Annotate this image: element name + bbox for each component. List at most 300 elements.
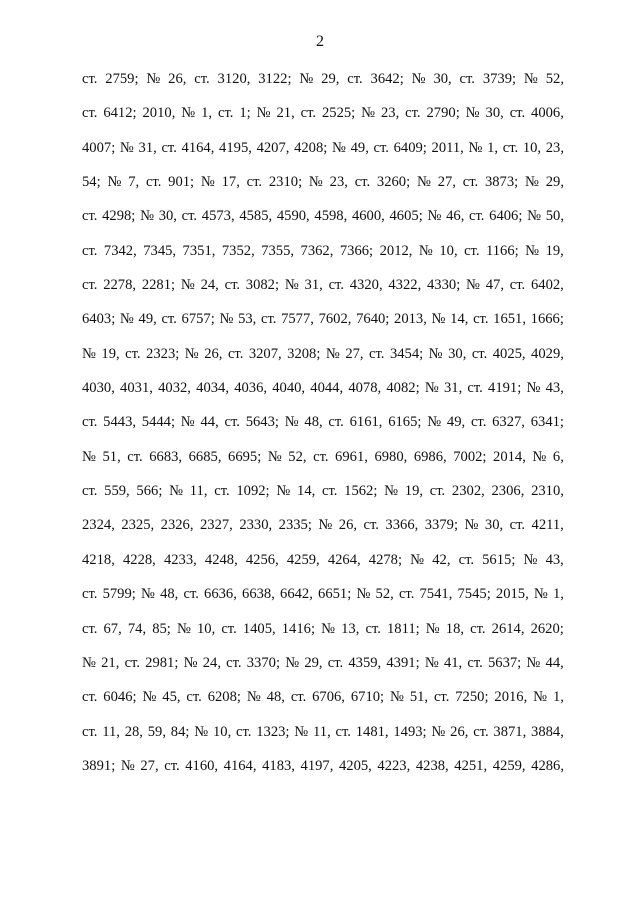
text-word: 6710; (350, 689, 385, 706)
text-word: № (424, 380, 439, 397)
text-word: 4238, (415, 757, 449, 774)
text-word: ст. (328, 414, 344, 431)
text-word: 5443, (103, 414, 137, 431)
text-word: 31, (304, 277, 323, 294)
text-word: 7355, (261, 242, 295, 259)
text-word: 13, (341, 620, 360, 637)
text-word: № (146, 71, 161, 87)
text-word: ст. (246, 174, 263, 191)
text-word: 21, (276, 105, 295, 122)
text-word: 566; (136, 483, 163, 500)
text-word: 29, (321, 71, 340, 87)
text-word: № (82, 448, 96, 465)
text-word: 2016, (494, 689, 528, 706)
text-word: ст. (214, 483, 230, 500)
text-word: № (532, 448, 547, 465)
text-word: 6961, (335, 448, 368, 465)
text-word: ст. (186, 689, 202, 706)
text-word: 11, (102, 723, 120, 740)
text-word: 4040, (272, 380, 306, 397)
text-word: ст. (509, 277, 526, 294)
text-word: ст. (363, 517, 379, 534)
text-word: 4006, (531, 105, 564, 122)
text-word: 46, (446, 208, 465, 225)
text-word: ст. (82, 242, 98, 259)
text-word: ст. (82, 105, 98, 122)
text-word: № (181, 105, 196, 122)
text-word: ст. (161, 311, 177, 328)
text-word: 48, (266, 689, 285, 706)
text-word: 4590, (276, 208, 310, 225)
text-word: ст. (125, 345, 141, 362)
text-word: ст. (433, 689, 450, 706)
text-word: ст. (236, 723, 252, 740)
text-word: 4264, (327, 551, 361, 568)
text-word: 1666; (530, 311, 564, 328)
page-number: 2 (316, 33, 324, 50)
text-word: 2790; (426, 105, 460, 122)
text-line (82, 617, 564, 651)
text-word: 7351, (182, 242, 216, 259)
text-word: 19, (545, 242, 564, 259)
text-word: 1323; (256, 723, 290, 740)
text-word: 4298; (102, 208, 136, 225)
text-word: 51, (409, 689, 429, 706)
text-word: 3873; (484, 174, 519, 191)
text-word: 43, (545, 551, 564, 568)
text-word: № (416, 174, 431, 191)
text-word: 51, (102, 448, 121, 465)
text-word: 4598, (314, 208, 348, 225)
text-word: ст. (224, 277, 240, 294)
text-word: ст. (221, 620, 237, 637)
text-word: 42, (432, 551, 451, 568)
text-word: ст. (127, 448, 143, 465)
text-word: № (194, 723, 209, 740)
text-word: ст. (82, 689, 98, 706)
text-word: 50, (545, 208, 564, 225)
text-word: 5615; (482, 551, 516, 568)
text-word: 11, (313, 723, 331, 740)
text-word: № (120, 757, 135, 774)
text-word: 3207, (248, 345, 282, 362)
text-word: № (169, 483, 184, 500)
text-word: ст. (82, 414, 98, 431)
text-word: 1, (552, 689, 564, 706)
text-word: 29, (304, 654, 323, 671)
text-word: 1, (487, 139, 499, 156)
text-word: 44, (200, 414, 219, 431)
text-word: 4259, (286, 551, 320, 568)
text-word: 3370; (246, 654, 280, 671)
text-word: 54; (82, 174, 101, 191)
text-word: 7352, (221, 242, 255, 259)
text-word: 2330, (239, 517, 273, 534)
text-line (82, 685, 564, 719)
text-word: 6412; (103, 105, 137, 122)
text-word: № (200, 174, 215, 191)
text-word: 49, (350, 139, 369, 156)
text-word: 4330; (427, 277, 461, 294)
text-line (82, 376, 564, 410)
text-word: 7345, (143, 242, 177, 259)
text-word: № (284, 277, 299, 294)
text-word: 6636, (204, 586, 237, 603)
text-word: ст. (224, 414, 240, 431)
text-word: ст. (290, 689, 307, 706)
text-word: 4032, (158, 380, 191, 397)
text-word: 52, (288, 448, 307, 465)
text-word: 4183, (262, 757, 295, 774)
text-line (82, 136, 564, 170)
text-word: № (526, 654, 541, 671)
text-word: 2325, (121, 517, 155, 534)
text-word: ст. (405, 105, 421, 122)
text-word: № (410, 551, 425, 568)
text-word: 30, (484, 517, 504, 534)
text-word: 4025, (492, 345, 526, 362)
text-word: № (119, 311, 134, 328)
text-word: ст. (470, 414, 487, 431)
text-word: 2010, (142, 105, 176, 122)
text-word: ст. (260, 311, 277, 328)
text-word: 67, (103, 620, 122, 637)
text-word: 2013, (394, 311, 427, 328)
text-word: 11, (189, 483, 208, 500)
text-word: 1493; (393, 723, 427, 740)
text-word: № (308, 174, 323, 191)
text-word: 30, (158, 208, 177, 225)
text-word: 901; (168, 174, 195, 191)
text-word: 1416; (281, 620, 315, 637)
text-word: 4205, (338, 757, 372, 774)
text-word: № (285, 654, 300, 671)
text-word: 4030, (82, 380, 115, 397)
text-word: 6165; (388, 414, 422, 431)
text-word: 2327, (199, 517, 233, 534)
text-word: 27, (345, 345, 364, 362)
text-line (82, 548, 564, 582)
text-line (82, 651, 564, 685)
text-word: № (427, 208, 442, 225)
text-word: ст. (470, 620, 486, 637)
text-word: 1166; (485, 242, 519, 259)
text-word: № (140, 208, 154, 225)
text-word: 1562; (344, 483, 378, 500)
text-word: ст. (82, 208, 98, 225)
text-word: 45, (162, 689, 181, 706)
text-word: 10, (522, 139, 542, 156)
text-word: № (424, 654, 439, 671)
text-word: ст. (313, 448, 329, 465)
text-word: 1405, (242, 620, 276, 637)
text-word: ст. (226, 654, 242, 671)
text-word: 41, (443, 654, 463, 671)
text-word: 3871, (493, 723, 527, 740)
text-word: 43, (545, 380, 564, 397)
text-word: № (466, 277, 480, 294)
text-word: 4031, (120, 380, 153, 397)
text-word: ст. (124, 654, 140, 671)
text-word: ст. (473, 723, 489, 740)
text-word: 30, (448, 345, 467, 362)
text-word: ст. (327, 654, 344, 671)
text-word: 1092; (236, 483, 270, 500)
text-word: ст. (509, 517, 526, 534)
text-word: 2614, (491, 620, 525, 637)
text-word: 3260; (376, 174, 411, 191)
text-word: ст. (194, 71, 210, 87)
text-word: № (82, 654, 96, 671)
text-word: № (284, 414, 299, 431)
text-word: 6341; (530, 414, 564, 431)
text-word: 7545; (457, 586, 491, 603)
text-word: № (468, 139, 483, 156)
text-word: 47, (485, 277, 504, 294)
text-word: 2302, (451, 483, 485, 500)
text-word: 48, (160, 586, 179, 603)
text-word: № (523, 551, 538, 568)
text-word: 2324, (82, 517, 115, 534)
text-word: 28, (124, 723, 143, 740)
text-word: 4218, (82, 551, 115, 568)
text-word: 53, (238, 311, 257, 328)
text-word: 7640; (356, 311, 390, 328)
text-word: № (82, 345, 96, 362)
text-word: ст. (322, 483, 338, 500)
text-word: № (184, 345, 199, 362)
text-word: № (523, 71, 538, 87)
text-word: 2981; (145, 654, 179, 671)
text-line (82, 754, 564, 788)
text-word: 4191; (488, 380, 522, 397)
text-word: № (246, 689, 261, 706)
text-word: 6757; (181, 311, 215, 328)
text-word: 3379; (424, 517, 458, 534)
text-word: 4320, (349, 277, 383, 294)
text-word: № (389, 689, 404, 706)
text-word: 4034, (196, 380, 229, 397)
text-word: 85; (152, 620, 171, 637)
text-word: 6406; (489, 208, 523, 225)
text-word: 5444; (141, 414, 176, 431)
text-word: 1651, (493, 311, 526, 328)
text-word: 3120, (217, 71, 251, 87)
text-word: № (526, 380, 541, 397)
text-word: 7342, (103, 242, 137, 259)
text-word: 5799; (102, 586, 136, 603)
text-word: 2281; (141, 277, 176, 294)
text-word: 3642; (370, 71, 404, 87)
text-word: 23, (329, 174, 348, 191)
text-word: 5637; (487, 654, 522, 671)
text-word: 27, (140, 757, 159, 774)
text-word: № (425, 620, 440, 637)
text-line (82, 67, 564, 101)
text-word: 52, (375, 586, 394, 603)
text-word: 6402, (530, 277, 564, 294)
text-word: 6638, (242, 586, 275, 603)
text-word: 24, (200, 277, 219, 294)
text-word: 4359, (348, 654, 382, 671)
text-word: ст. (164, 757, 180, 774)
text-word: 2323; (146, 345, 180, 362)
text-word: ст. (469, 208, 485, 225)
text-word: № (276, 483, 291, 500)
text-word: 4286, (531, 757, 564, 774)
text-word: № (267, 448, 282, 465)
text-word: № (180, 277, 195, 294)
text-word: № (321, 620, 336, 637)
text-word: 6651; (318, 586, 352, 603)
text-word: ст. (183, 586, 199, 603)
text-word: 3454; (389, 345, 424, 362)
text-word: 59, (147, 723, 166, 740)
text-word: 6980, (374, 448, 408, 465)
text-word: 18, (445, 620, 465, 637)
text-word: 4164, (181, 139, 215, 156)
text-word: № (256, 105, 271, 122)
text-line (82, 445, 564, 479)
text-word: 7002; (453, 448, 487, 465)
text-word: 26, (450, 723, 469, 740)
text-word: 2012, (379, 242, 413, 259)
text-word: 4278; (368, 551, 403, 568)
text-word: № (533, 586, 548, 603)
text-word: № (428, 345, 443, 362)
text-word: 27, (437, 174, 456, 191)
text-word: 4573, (201, 208, 235, 225)
text-word: 6685, (188, 448, 222, 465)
text-word: ст. (365, 620, 381, 637)
text-word: № (219, 311, 234, 328)
text-word: 4029, (531, 345, 564, 362)
text-word: ст. (373, 139, 389, 156)
text-word: ст. (509, 105, 526, 122)
text-word: 2014, (493, 448, 526, 465)
text-word: ст. (467, 654, 483, 671)
text-word: № (294, 723, 309, 740)
text-word: 4207, (256, 139, 290, 156)
text-word: № (183, 654, 198, 671)
text-word: № (325, 345, 340, 362)
text-word: ст. (335, 723, 351, 740)
text-word: ст. (369, 345, 385, 362)
text-word: 4164, (223, 757, 257, 774)
text-word: 2525; (321, 105, 356, 122)
text-word: 4211, (531, 517, 564, 534)
text-word: 2306, (491, 483, 525, 500)
text-word: 2278, (103, 277, 137, 294)
text-word: 4256, (245, 551, 279, 568)
text-word: № (525, 242, 540, 259)
text-word: № (107, 174, 122, 191)
text-line (82, 307, 564, 341)
text-word: 3208; (287, 345, 321, 362)
text-word: 2310, (531, 483, 564, 500)
text-line (82, 410, 564, 444)
text-word: № (524, 174, 539, 191)
text-word: 74, (127, 620, 147, 637)
text-word: 14, (297, 483, 316, 500)
text-word: 2335; (278, 517, 312, 534)
text-word: ст. (458, 551, 474, 568)
text-word: ст. (462, 174, 479, 191)
text-word: 3122; (258, 71, 292, 87)
text-word: 3082; (245, 277, 280, 294)
text-word: 6161, (349, 414, 383, 431)
text-word: 4197, (300, 757, 334, 774)
text-word: 7250; (455, 689, 489, 706)
text-word: 4036, (234, 380, 268, 397)
text-word: № (431, 311, 446, 328)
text-word: 5643; (245, 414, 279, 431)
text-word: 44, (545, 654, 564, 671)
text-line (82, 101, 564, 135)
text-word: 559, (104, 483, 130, 500)
text-word: ст. (218, 105, 234, 122)
text-word: 49, (446, 414, 466, 431)
text-word: ст. (464, 242, 480, 259)
text-word: 4223, (377, 757, 411, 774)
text-word: 6706, (312, 689, 345, 706)
text-word: № (180, 414, 195, 431)
text-word: 6695; (228, 448, 262, 465)
text-line (82, 170, 564, 204)
text-word: 7366; (339, 242, 374, 259)
text-word: ст. (354, 174, 371, 191)
text-word: 3884, (531, 723, 564, 740)
text-word: 3739; (482, 71, 517, 87)
text-word: 6986, (413, 448, 447, 465)
text-word: 4585, (239, 208, 273, 225)
text-word: № (142, 689, 157, 706)
text-word: 4082; (386, 380, 420, 397)
text-word: 31, (138, 139, 157, 156)
text-line (82, 582, 564, 616)
text-word: 2310; (268, 174, 303, 191)
text-word: 4248, (204, 551, 238, 568)
text-word: ст. (328, 277, 344, 294)
text-word: 49, (138, 311, 157, 328)
text-word: № (176, 620, 191, 637)
text-word: 4195, (219, 139, 252, 156)
text-word: ст. (82, 277, 98, 294)
text-word: № (465, 105, 480, 122)
text-word: ст. (473, 311, 489, 328)
text-word: 1811; (386, 620, 420, 637)
text-word: № (431, 723, 446, 740)
text-word: № (411, 71, 426, 87)
text-word: 4078, (348, 380, 382, 397)
text-word: ст. (82, 723, 98, 740)
text-word: ст. (82, 620, 98, 637)
text-word: 1; (239, 105, 251, 122)
text-word: ст. (82, 71, 98, 87)
text-word: 1, (553, 586, 564, 603)
text-word: ст. (502, 139, 519, 156)
text-word: ст. (398, 586, 415, 603)
text-word: № (299, 71, 314, 87)
text-word: 1481, (355, 723, 389, 740)
text-word: № (318, 517, 333, 534)
text-word: 4251, (454, 757, 488, 774)
text-word: 19, (404, 483, 424, 500)
text-word: 2011, (431, 139, 464, 156)
text-word: 7541, (419, 586, 453, 603)
text-word: ст. (467, 380, 483, 397)
text-word: 1, (201, 105, 213, 122)
